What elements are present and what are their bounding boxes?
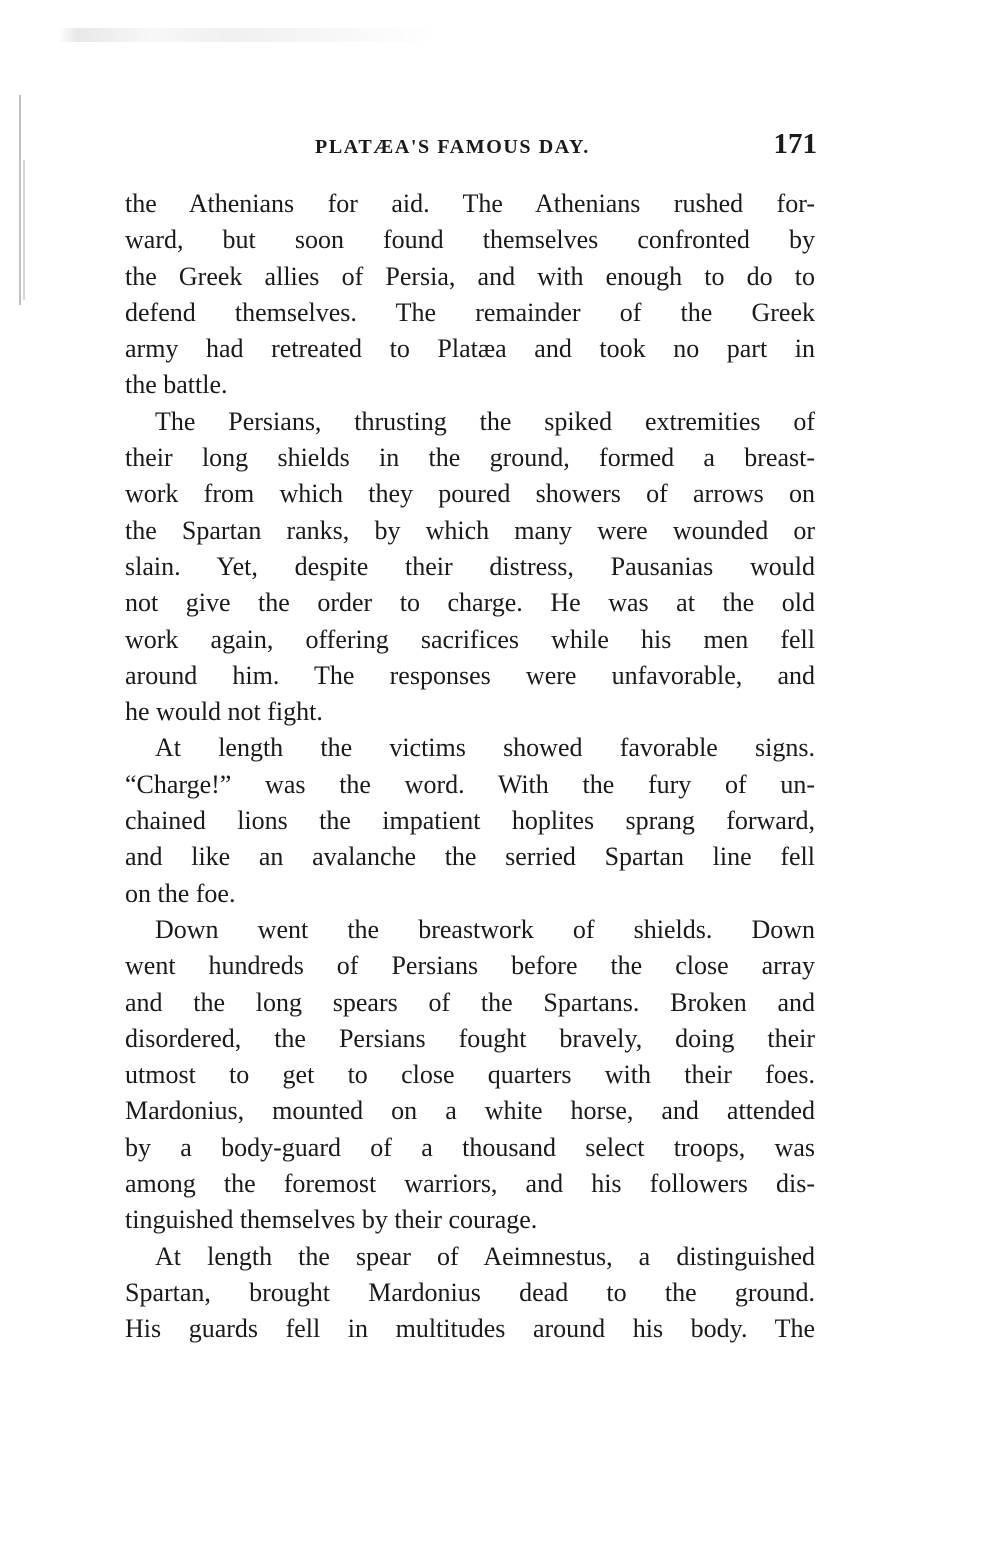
gutter-shadow: [19, 95, 21, 305]
text-line: and the long spears of the Spartans. Broken and: [125, 987, 815, 1017]
text-line: went hundreds of Persians before the close array: [125, 951, 815, 981]
running-head: PLATÆA'S FAMOUS DAY.: [315, 136, 590, 158]
gutter-shadow-inner: [23, 160, 25, 300]
text-line: Spartan, brought Mardonius dead to the ground.: [125, 1277, 815, 1307]
text-line: work from which they poured showers of arrows on: [125, 479, 815, 509]
text-line: tinguished themselves by their courage.: [125, 1205, 538, 1235]
text-line: among the foremost warriors, and his followers dis-: [125, 1169, 815, 1199]
page-number: 171: [773, 128, 817, 160]
text-line: disordered, the Persians fought bravely, doing their: [125, 1023, 815, 1053]
text-line: Down went the breastwork of shields. Down: [155, 914, 815, 944]
page-header: [125, 128, 817, 168]
text-line: on the foe.: [125, 878, 236, 908]
text-line: he would not fight.: [125, 697, 323, 727]
text-line: At length the victims showed favorable signs.: [155, 733, 815, 763]
text-line: The Persians, thrusting the spiked extremities of: [155, 406, 815, 436]
text-line: His guards fell in multitudes around his body. The: [125, 1314, 815, 1344]
text-line: around him. The responses were unfavorable, and: [125, 660, 815, 690]
text-line: the Spartan ranks, by which many were wounded or: [125, 515, 815, 545]
text-line: and like an avalanche the serried Spartan line fell: [125, 842, 815, 872]
text-line: their long shields in the ground, formed a breast-: [125, 443, 815, 473]
text-line: Mardonius, mounted on a white horse, and attended: [125, 1096, 815, 1126]
text-line: the Athenians for aid. The Athenians rushed for-: [125, 189, 815, 218]
text-line: ward, but soon found themselves confronted by: [125, 225, 815, 255]
text-line: utmost to get to close quarters with their foes.: [125, 1060, 815, 1090]
text-line: army had retreated to Platæa and took no part in: [125, 334, 815, 364]
text-line: the Greek allies of Persia, and with enough to do to: [125, 261, 815, 291]
text-line: the battle.: [125, 370, 228, 400]
text-line: At length the spear of Aeimnestus, a distinguished: [155, 1241, 815, 1271]
text-line: “Charge!” was the word. With the fury of un-: [125, 769, 815, 799]
text-line: by a body-guard of a thousand select troops, was: [125, 1132, 815, 1162]
body-text: [125, 186, 815, 1348]
text-line: chained lions the impatient hoplites sprang forward,: [125, 806, 815, 836]
text-line: defend themselves. The remainder of the Greek: [125, 297, 815, 327]
text-line: not give the order to charge. He was at the old: [125, 588, 815, 618]
text-line: work again, offering sacrifices while his men fell: [125, 624, 815, 654]
text-line: slain. Yet, despite their distress, Pausanias would: [125, 551, 815, 581]
scan-artifact: [58, 28, 438, 42]
